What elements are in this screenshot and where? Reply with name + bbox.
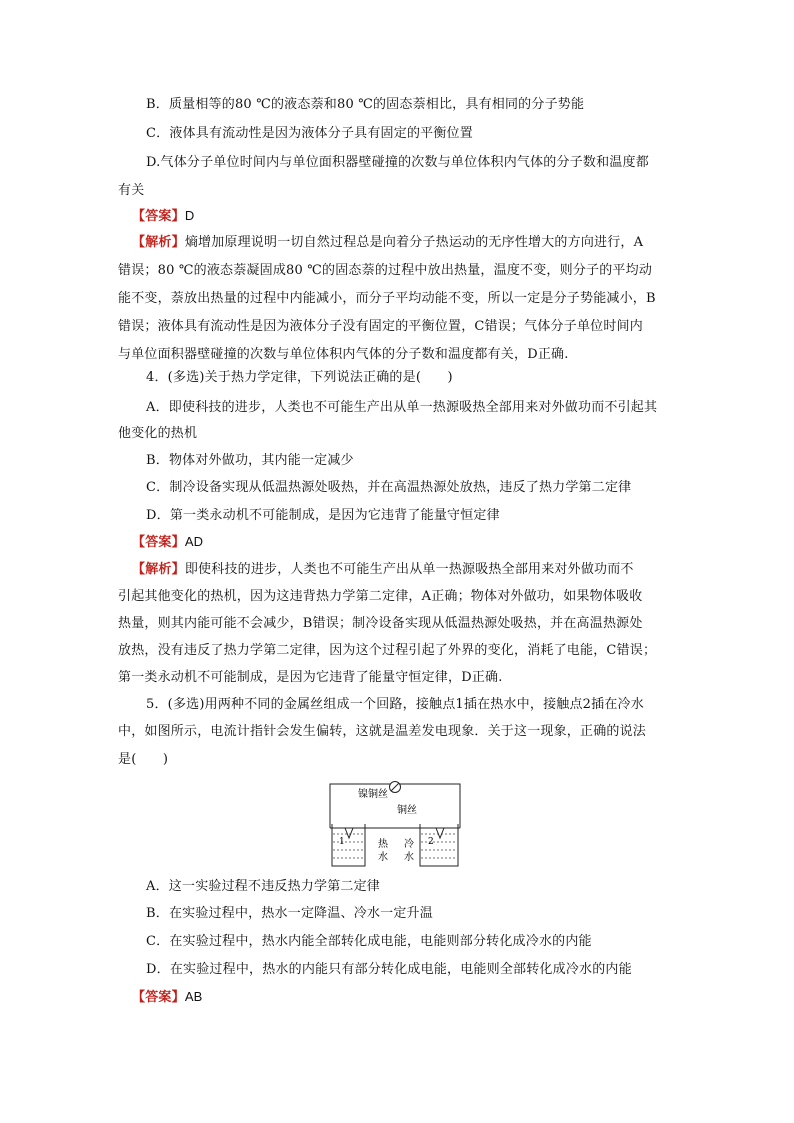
q3-option-b: B．质量相等的80 ℃的液态萘和80 ℃的固态萘相比，具有相同的分子势能 (146, 97, 585, 112)
answer-value: AD (184, 534, 204, 549)
q4-option-a-line1: A．即使科技的进步，人类也不可能生产出从单一热源吸热全部用来对外做功而不引起其 (146, 400, 658, 415)
point-2-label: 2 (428, 837, 434, 847)
q5-option-d: D．在实验过程中，热水的内能只有部分转化成电能，电能则全部转化成冷水的内能 (146, 962, 632, 977)
q3-analysis-line2: 错误；80 ℃的液态萘凝固成80 ℃的固态萘的过程中放出热量，温度不变，则分子的平均动 (118, 263, 653, 278)
answer-tag: 【答案】 (132, 535, 185, 550)
q5-option-a: A．这一实验过程不违反热力学第二定律 (146, 879, 380, 894)
q3-analysis-line1 (132, 235, 643, 251)
q4-analysis-line3: 热量，则其内能可能不会减少，B错误；制冷设备实现从低温热源处吸热，并在高温热源处 (118, 616, 643, 631)
cold-label-1: 冷 (404, 839, 414, 850)
q5-stem-line2: 中，如图所示，电流计指针会发生偏转，这就是温差发电现象．关于这一现象，正确的说法 (118, 724, 647, 739)
q4-option-b: B．物体对外做功，其内能一定减少 (146, 453, 354, 468)
cold-label-2: 水 (404, 852, 414, 863)
thermocouple-figure (325, 780, 465, 870)
answer-tag: 【答案】 (132, 990, 185, 1005)
q3-analysis-line4: 错误；液体具有流动性是因为液体分子没有固定的平衡位置，C错误；气体分子单位时间内 (118, 319, 643, 334)
galvanometer-icon (390, 782, 401, 793)
q4-analysis-line1 (132, 562, 634, 578)
answer-tag: 【答案】 (132, 209, 185, 224)
q3-analysis-line3: 能不变，萘放出热量的过程中内能减小，而分子平均动能不变，所以一定是分子势能减小，B (118, 291, 656, 306)
q5-stem-line1: 5．(多选)用两种不同的金属丝组成一个回路，接触点1插在热水中，接触点2插在冷水 (146, 697, 644, 712)
q4-analysis-line5: 第一类永动机不可能制成，是因为它违背了能量守恒定律，D正确. (118, 670, 503, 685)
wire1-label: 镍铜丝 (358, 789, 388, 800)
q4-stem: 4．(多选)关于热力学定律，下列说法正确的是( ) (146, 370, 453, 385)
hot-label-2: 水 (378, 852, 388, 863)
analysis-tag: 【解析】 (132, 235, 185, 250)
q3-option-d-line1: D.气体分子单位时间内与单位面积器壁碰撞的次数与单位体积内气体的分子数和温度都 (146, 155, 649, 170)
q3-option-d-line2: 有关 (118, 183, 145, 198)
point-1-label: 1 (339, 837, 345, 847)
q4-analysis-line2: 引起其他变化的热机，因为这违背热力学第二定律，A正确；物体对外做功，如果物体吸收 (118, 589, 643, 604)
q4-option-d: D．第一类永动机不可能制成，是因为它违背了能量守恒定律 (146, 508, 500, 523)
q5-option-c: C．在实验过程中，热水内能全部转化成电能，电能则部分转化成冷水的内能 (146, 934, 592, 949)
q4-answer (132, 534, 203, 551)
q4-analysis-line4: 放热，没有违反了热力学第二定律，因为这个过程引起了外界的变化，消耗了电能，C错误； (118, 643, 657, 658)
q3-option-c: C．液体具有流动性是因为液体分子具有固定的平衡位置 (146, 126, 473, 141)
q3-answer (132, 208, 194, 225)
cold-water-beaker (420, 824, 458, 866)
answer-value: AB (184, 989, 203, 1004)
answer-value: D (184, 208, 195, 223)
analysis-text: 熵增加原理说明一切自然过程总是向着分子热运动的无序性增大的方向进行，A (184, 235, 644, 250)
analysis-text: 即使科技的进步，人类也不可能生产出从单一热源吸热全部用来对外做功而不 (184, 562, 634, 577)
q4-option-a-line2: 他变化的热机 (118, 426, 198, 441)
q4-option-c: C．制冷设备实现从低温热源处吸热，并在高温热源处放热，违反了热力学第二定律 (146, 480, 632, 495)
q5-stem-line3: 是( ) (118, 752, 169, 767)
q5-option-b: B．在实验过程中，热水一定降温、冷水一定升温 (146, 906, 433, 921)
analysis-tag: 【解析】 (132, 562, 185, 577)
hot-water-beaker (332, 824, 365, 866)
hot-label-1: 热 (378, 839, 388, 850)
q5-answer (132, 989, 203, 1006)
q3-analysis-line5: 与单位面积器壁碰撞的次数与单位体积内气体的分子数和温度都有关，D正确. (118, 347, 569, 362)
wire2-label: 铜丝 (397, 805, 417, 816)
